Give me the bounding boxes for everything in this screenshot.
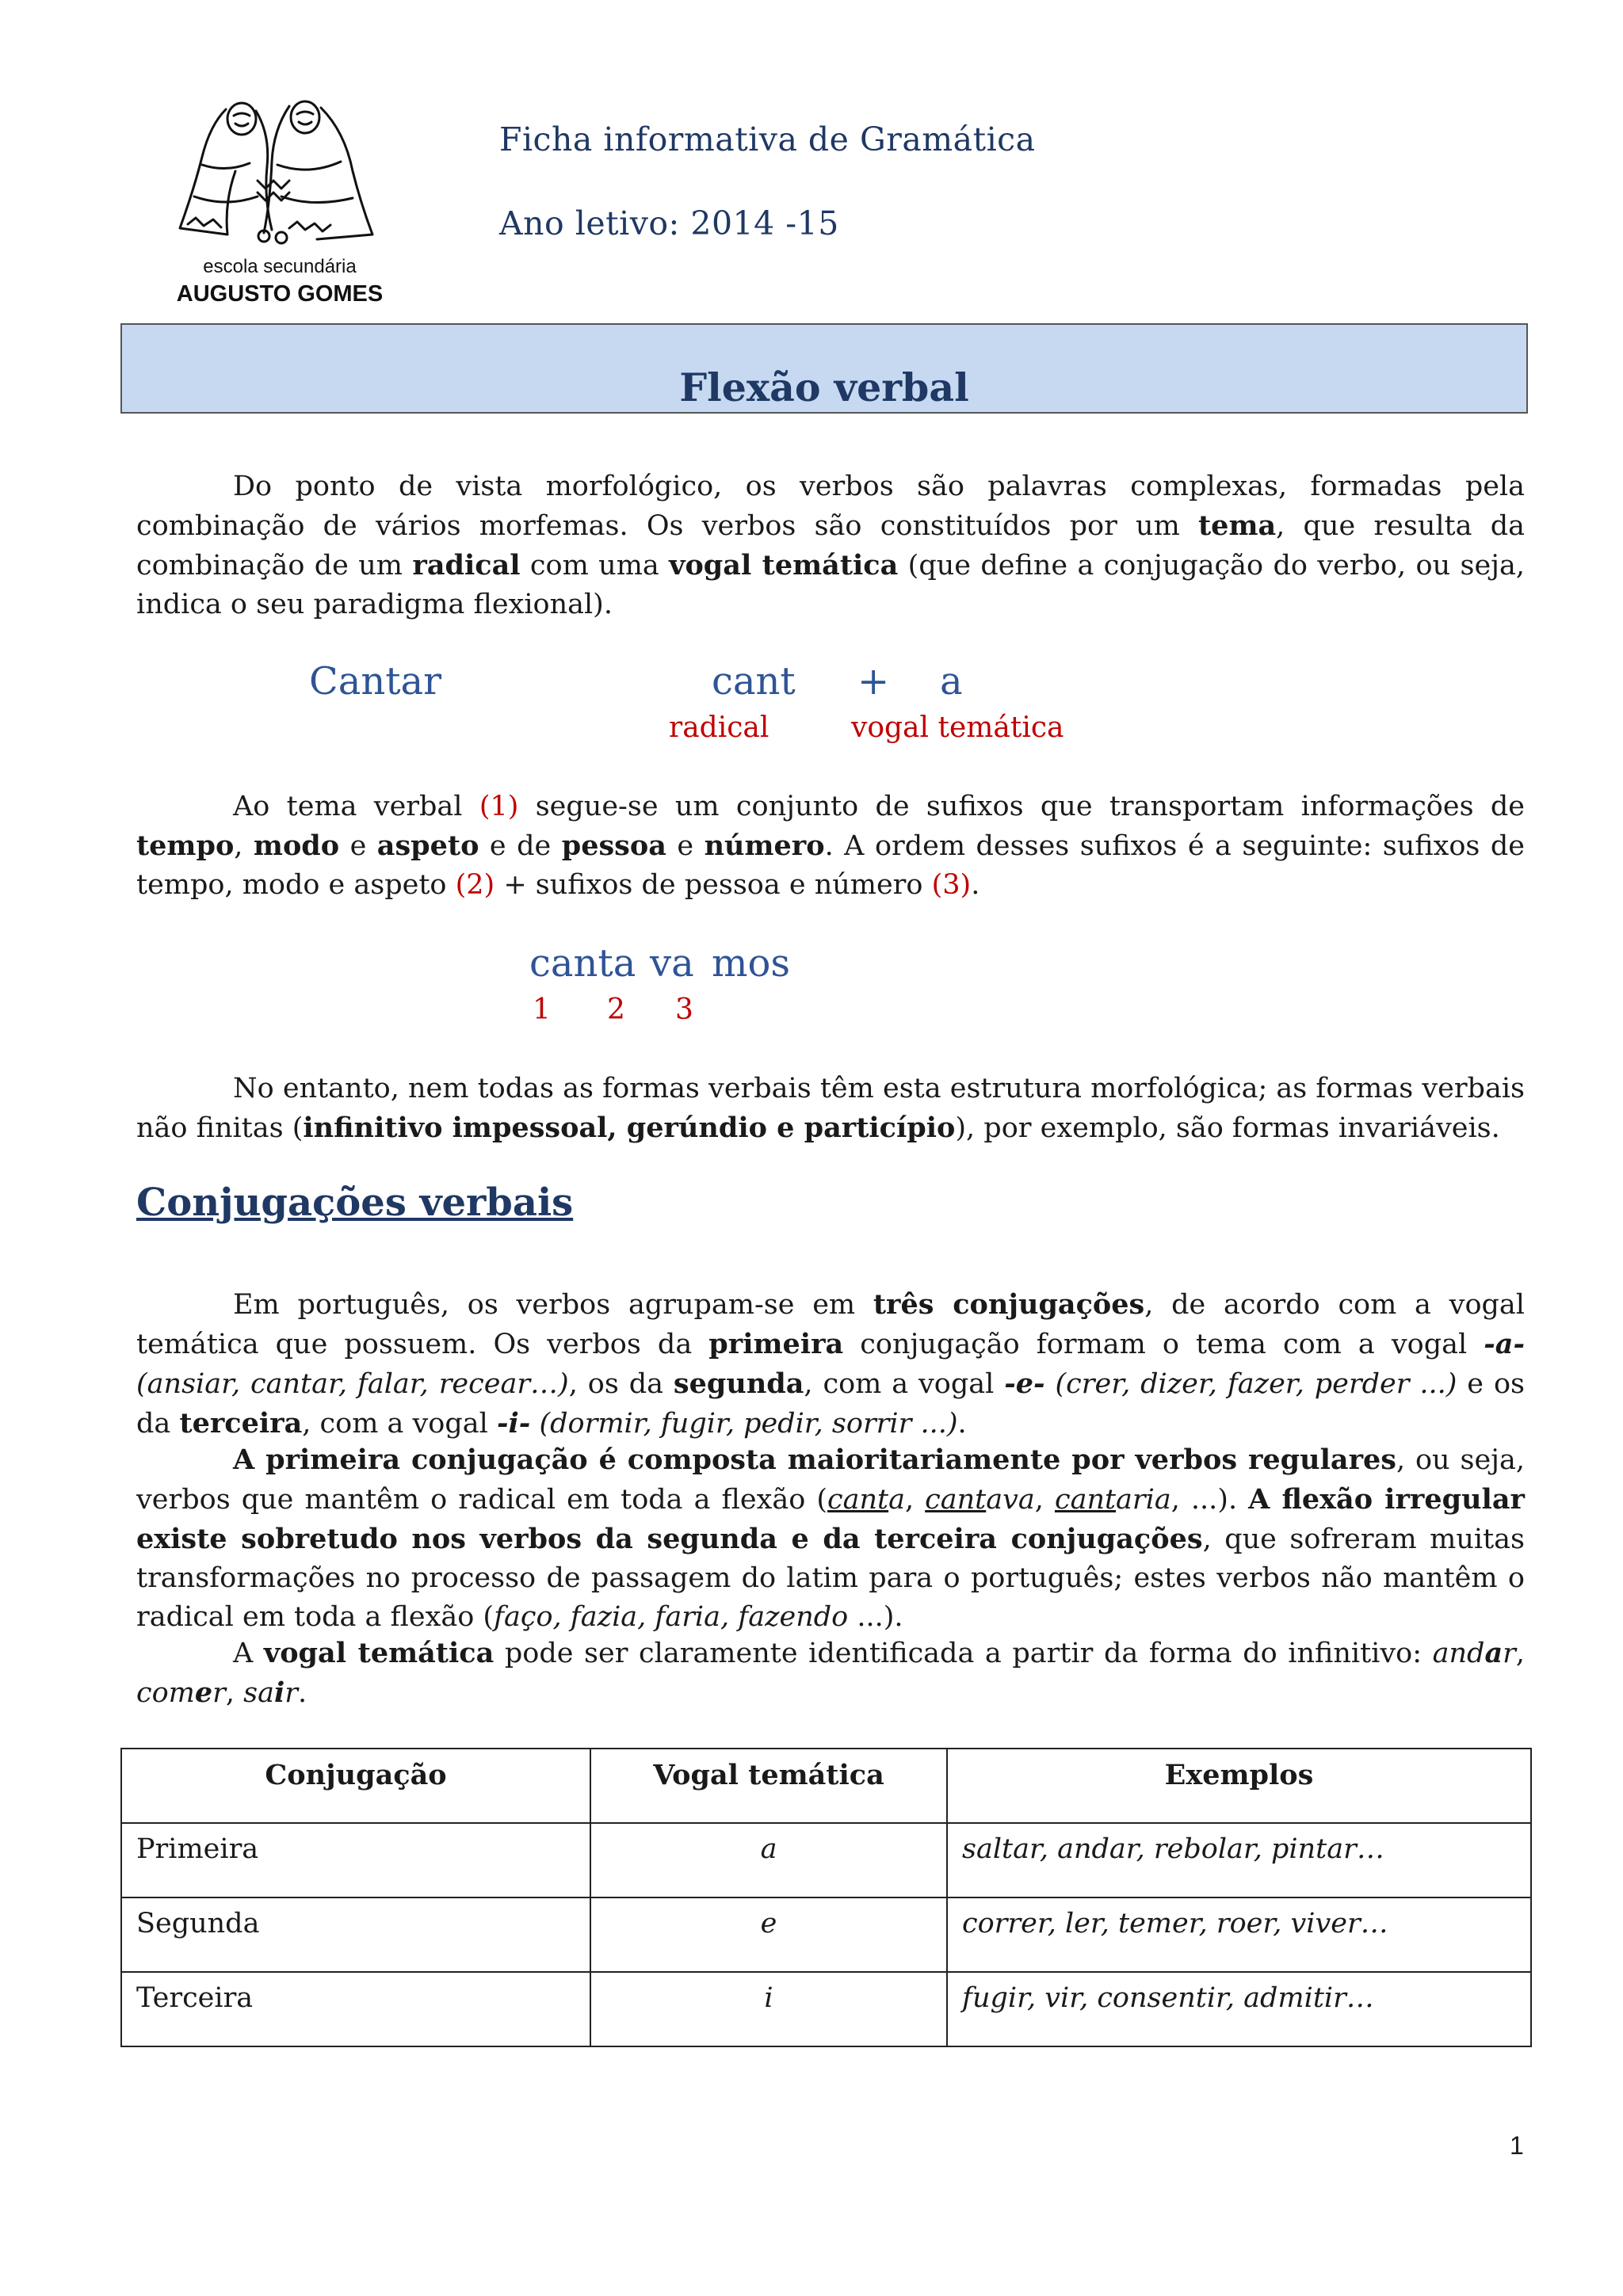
- table-cell-conjugation: Primeira: [121, 1823, 590, 1897]
- school-name-line1: escola secundária: [203, 256, 357, 277]
- example2-number-2: 2: [607, 994, 625, 1026]
- table-cell-vowel: a: [590, 1823, 947, 1897]
- table-header-examples: Exemplos: [947, 1749, 1531, 1823]
- school-logo: [170, 93, 384, 252]
- table-cell-examples: correr, ler, temer, roer, viver…: [947, 1897, 1531, 1972]
- table-cell-vowel: e: [590, 1897, 947, 1972]
- nonfinite-paragraph: No entanto, nem todas as formas verbais têm esta estrutura morfológica; as formas verbais não finitas (infinitivo impessoal, gerúndio e particípio), por exemplo, são formas invariáveis.: [136, 1073, 1525, 1144]
- example-radical: cant: [712, 659, 796, 704]
- vowel-label: vogal temática: [851, 711, 1064, 744]
- example-vowel: a: [940, 659, 963, 704]
- conjugation-table: [120, 1748, 1532, 2047]
- table-cell-examples: fugir, vir, consentir, admitir…: [947, 1972, 1531, 2046]
- example2-number-1: 1: [533, 994, 551, 1026]
- example2-part-3: mos: [712, 941, 791, 986]
- thematic-vowel-paragraph: A vogal temática pode ser claramente identificada a partir da forma do infinitivo: andar, comer, sair.: [136, 1637, 1525, 1709]
- conjugation-paragraph: Em português, os verbos agrupam‐se em três conjugações, de acordo com a vogal temática que possuem. Os verbos da primeira conjugação formam o tema com a vogal ‐a‐ (ansiar, cantar, falar, recear…), os da segunda, com a vogal ‐e‐ (crer, dizer, fazer, perder ...) e os da terceira, com a vogal ‐i‐ (dormir, fugir, pedir, sorrir ...).: [136, 1288, 1525, 1440]
- table-header-conjugation: Conjugação: [121, 1749, 590, 1823]
- title-banner: [120, 323, 1528, 414]
- table-row: [121, 1972, 1531, 2046]
- example-plus: +: [857, 659, 890, 704]
- school-year: Ano letivo: 2014 -15: [499, 204, 839, 242]
- table-cell-conjugation: Terceira: [121, 1972, 590, 2046]
- table-header-vowel: Vogal temática: [590, 1749, 947, 1823]
- example2-number-3: 3: [675, 994, 693, 1026]
- suffix-paragraph: Ao tema verbal (1) segue‐se um conjunto de sufixos que transportam informações de tempo, modo e aspeto e de pessoa e número. A ordem desses sufixos é a seguinte: sufixos de tempo, modo e aspeto (2) + sufixos de pessoa e número (3).: [136, 791, 1525, 901]
- page-number: 1: [1510, 2131, 1524, 2160]
- table-row: [121, 1897, 1531, 1972]
- table-cell-examples: saltar, andar, rebolar, pintar…: [947, 1823, 1531, 1897]
- intro-paragraph: Do ponto de vista morfológico, os verbos são palavras complexas, formadas pela combinação de vários morfemas. Os verbos são constituídos por um tema, que resulta da combinação de um radical com uma vogal temática (que define a conjugação do verbo, ou seja, indica o seu paradigma flexional).: [136, 471, 1526, 620]
- table-cell-vowel: i: [590, 1972, 947, 2046]
- radical-label: radical: [669, 711, 769, 744]
- table-row: [121, 1823, 1531, 1897]
- school-name-line2: AUGUSTO GOMES: [176, 281, 384, 307]
- regular-irregular-paragraph: A primeira conjugação é composta maioritariamente por verbos regulares, ou seja, verbos que mantêm o radical em toda a flexão (canta, cantava, cantaria, ...). A flexão irregular existe sobretudo nos verbos da segunda e da terceira conjugações, que sofreram muitas transformações no processo de passagem do latim para o português; estes verbos não mantêm o radical em toda a flexão (faço, fazia, faria, fazendo ...).: [136, 1444, 1525, 1633]
- example2-part-2: va: [650, 941, 694, 986]
- table-cell-conjugation: Segunda: [121, 1897, 590, 1972]
- section-heading: Conjugações verbais: [136, 1180, 574, 1225]
- page-title: Flexão verbal: [679, 364, 969, 410]
- document-type: Ficha informativa de Gramática: [499, 120, 1036, 158]
- table-header-row: [121, 1749, 1531, 1823]
- example-verb: Cantar: [309, 659, 442, 704]
- example2-part-1: canta: [529, 941, 636, 986]
